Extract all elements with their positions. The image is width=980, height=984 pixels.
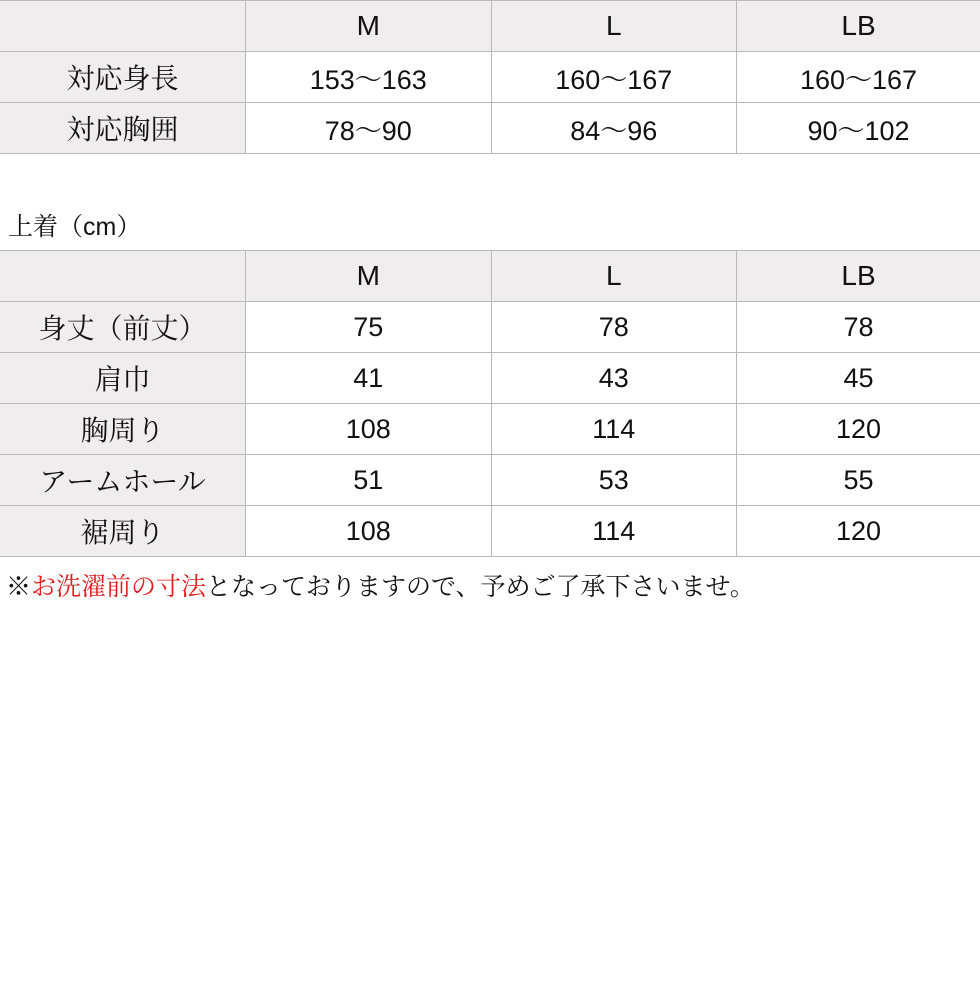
table-row [0,103,980,154]
table-row [0,1,980,52]
cell-bust-lb: 120 [737,404,980,455]
cell-chest-l: 84〜96 [491,103,737,154]
cell-height-m: 153〜163 [246,52,492,103]
row-label-length: 身丈（前丈） [0,302,246,353]
bottom-whitespace [0,604,980,984]
note-suffix: となっておりますので、予めご了承下さいませ。 [206,573,755,601]
jacket-table-body [0,302,980,557]
row-label-bust: 胸周り [0,404,246,455]
row-label-hem: 裾周り [0,506,246,557]
cell-chest-lb: 90〜102 [737,103,980,154]
table-row [0,506,980,557]
cell-bust-m: 108 [246,404,492,455]
table-row [0,353,980,404]
cell-chest-m: 78〜90 [246,103,492,154]
cell-length-lb: 78 [737,302,980,353]
body-table-header [0,1,980,52]
cell-hem-lb: 120 [737,506,980,557]
table-row [0,251,980,302]
cell-armhole-l: 53 [491,455,737,506]
row-label-height: 対応身長 [0,52,246,103]
jacket-table-caption: 上着（cm） [0,212,980,250]
table-row [0,52,980,103]
section-spacer [0,154,980,212]
jacket-header-blank [0,251,246,302]
note-highlight: お洗濯前の寸法 [31,573,206,601]
body-table-body [0,52,980,154]
cell-length-l: 78 [491,302,737,353]
row-label-chest: 対応胸囲 [0,103,246,154]
row-label-shoulder: 肩巾 [0,353,246,404]
cell-armhole-lb: 55 [737,455,980,506]
jacket-header-lb: LB [737,251,980,302]
body-header-l: L [491,1,737,52]
jacket-table-header [0,251,980,302]
row-label-armhole: アームホール [0,455,246,506]
cell-shoulder-m: 41 [246,353,492,404]
jacket-header-m: M [246,251,492,302]
jacket-header-l: L [491,251,737,302]
body-header-lb: LB [737,1,980,52]
table-row [0,302,980,353]
cell-hem-l: 114 [491,506,737,557]
table-row [0,404,980,455]
note-prefix: ※ [6,573,31,601]
body-measurement-table [0,0,980,154]
cell-height-lb: 160〜167 [737,52,980,103]
body-header-m: M [246,1,492,52]
table-row [0,455,980,506]
cell-bust-l: 114 [491,404,737,455]
cell-height-l: 160〜167 [491,52,737,103]
cell-hem-m: 108 [246,506,492,557]
cell-shoulder-l: 43 [491,353,737,404]
cell-length-m: 75 [246,302,492,353]
jacket-measurement-table [0,250,980,557]
cell-armhole-m: 51 [246,455,492,506]
cell-shoulder-lb: 45 [737,353,980,404]
measurement-note [0,557,980,604]
body-header-blank [0,1,246,52]
